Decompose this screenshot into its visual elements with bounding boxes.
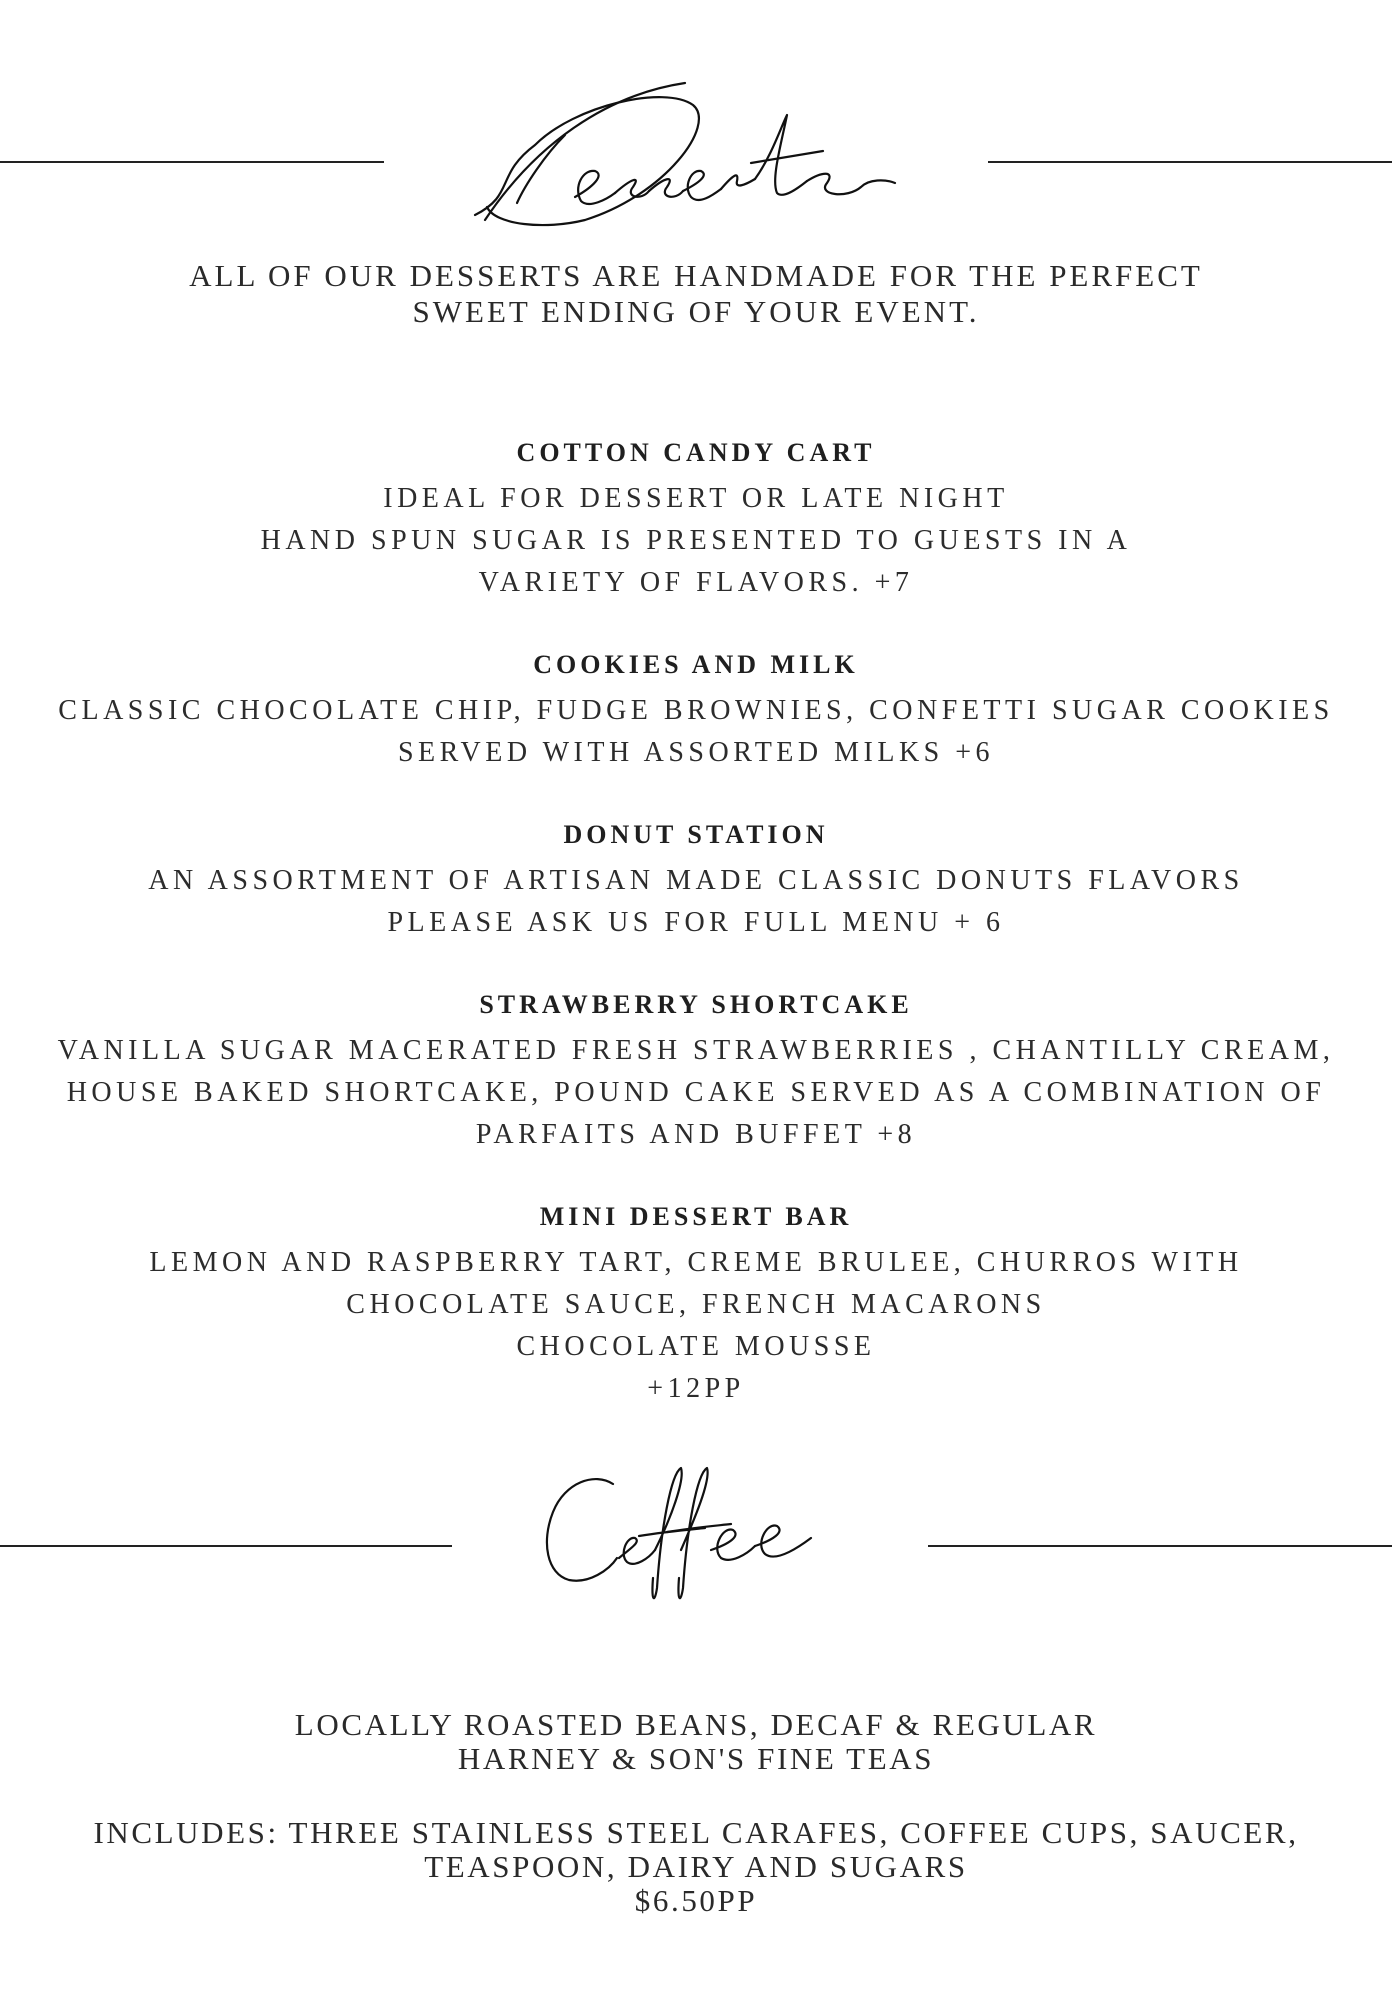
menu-item-description: LEMON AND RASPBERRY TART, CREME BRULEE, CHURROS WITH — [149, 1247, 1243, 1278]
intro-line: SWEET ENDING OF YOUR EVENT. — [412, 294, 980, 329]
menu-item-description: VARIETY OF FLAVORS. +7 — [478, 567, 914, 598]
menu-item-mini-dessert-bar — [0, 1200, 1392, 1410]
menu-item-description: IDEAL FOR DESSERT OR LATE NIGHT — [383, 483, 1009, 514]
coffee-script-heading — [535, 1458, 855, 1608]
menu-item-strawberry-shortcake — [0, 988, 1392, 1156]
coffee-details — [0, 1708, 1392, 1918]
coffee-includes-line: TEASPOON, DAIRY AND SUGARS — [424, 1849, 968, 1884]
coffee-description-line: LOCALLY ROASTED BEANS, DECAF & REGULAR — [294, 1707, 1098, 1742]
coffee-description-line: HARNEY & SON'S FINE TEAS — [457, 1741, 935, 1776]
desserts-intro — [0, 258, 1392, 330]
coffee-price: $6.50PP — [634, 1883, 758, 1918]
menu-item-name: DONUT STATION — [563, 820, 829, 849]
menu-item-description: VANILLA SUGAR MACERATED FRESH STRAWBERRIES , CHANTILLY CREAM, — [57, 1035, 1335, 1066]
menu-item-name: STRAWBERRY SHORTCAKE — [479, 990, 913, 1019]
menu-item-cotton-candy-cart — [0, 436, 1392, 604]
coffee-left-divider — [0, 1545, 452, 1547]
desserts-right-divider — [988, 161, 1392, 163]
coffee-includes-line: INCLUDES: THREE STAINLESS STEEL CARAFES, COFFEE CUPS, SAUCER, — [93, 1815, 1299, 1850]
menu-item-description: HAND SPUN SUGAR IS PRESENTED TO GUESTS IN A — [260, 525, 1132, 556]
coffee-right-divider — [928, 1545, 1392, 1547]
menu-item-description: CHOCOLATE MOUSSE — [516, 1331, 876, 1362]
menu-item-cookies-and-milk — [0, 648, 1392, 774]
menu-item-description: SERVED WITH ASSORTED MILKS +6 — [397, 737, 995, 768]
menu-item-description: HOUSE BAKED SHORTCAKE, POUND CAKE SERVED AS A COMBINATION OF — [66, 1077, 1326, 1108]
menu-item-description: CLASSIC CHOCOLATE CHIP, FUDGE BROWNIES, CONFETTI SUGAR COOKIES — [58, 695, 1334, 726]
desserts-left-divider — [0, 161, 384, 163]
menu-item-description: CHOCOLATE SAUCE, FRENCH MACARONS — [346, 1289, 1046, 1320]
menu-item-name: COTTON CANDY CART — [516, 438, 876, 467]
desserts-script-heading — [455, 75, 925, 235]
desserts-menu — [0, 436, 1392, 1454]
menu-item-name: COOKIES AND MILK — [533, 650, 859, 679]
intro-line: ALL OF OUR DESSERTS ARE HANDMADE FOR THE PERFECT — [189, 258, 1203, 293]
menu-item-price: +12PP — [647, 1373, 745, 1404]
menu-item-donut-station — [0, 818, 1392, 944]
menu-item-name: MINI DESSERT BAR — [539, 1202, 853, 1231]
spacer — [0, 1776, 1392, 1816]
menu-item-description: PLEASE ASK US FOR FULL MENU + 6 — [387, 907, 1005, 938]
menu-item-description: AN ASSORTMENT OF ARTISAN MADE CLASSIC DONUTS FLAVORS — [148, 865, 1244, 896]
menu-item-description: PARFAITS AND BUFFET +8 — [475, 1119, 917, 1150]
